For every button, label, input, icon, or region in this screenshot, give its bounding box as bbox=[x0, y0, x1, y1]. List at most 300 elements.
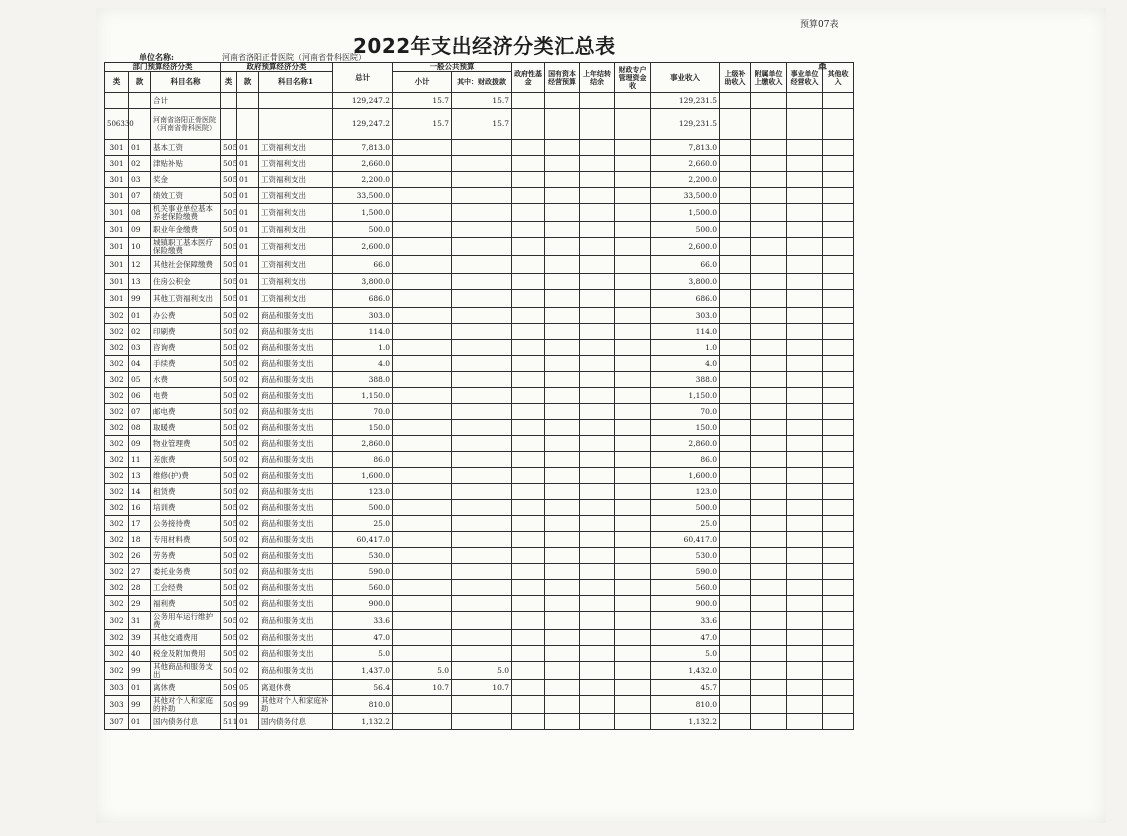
row-kuan: 13 bbox=[129, 468, 151, 484]
row-gov-kuan: 02 bbox=[237, 612, 259, 630]
row-special-account bbox=[615, 564, 651, 580]
row-business: 5.0 bbox=[651, 646, 720, 662]
table-row bbox=[105, 156, 854, 172]
row-carryover bbox=[580, 324, 615, 340]
row-operating bbox=[787, 516, 823, 532]
row-lei: 302 bbox=[105, 340, 129, 356]
row-lei: 302 bbox=[105, 596, 129, 612]
row-state-capital bbox=[545, 308, 580, 324]
row-affiliated bbox=[751, 204, 787, 222]
row-subtotal bbox=[393, 516, 452, 532]
row-gov-lei: 511 bbox=[221, 714, 237, 730]
row-special-account bbox=[615, 238, 651, 256]
row-name: 住房公积金 bbox=[151, 274, 221, 290]
row-upper-subsidy bbox=[720, 484, 751, 500]
row-affiliated bbox=[751, 290, 787, 308]
row-gov-name: 工资福利支出 bbox=[259, 222, 333, 238]
row-business: 1.0 bbox=[651, 340, 720, 356]
row-gov-lei: 505 bbox=[221, 548, 237, 564]
row-subtotal bbox=[393, 238, 452, 256]
row-name: 邮电费 bbox=[151, 404, 221, 420]
row-special-account bbox=[615, 140, 651, 156]
row-total: 1,150.0 bbox=[333, 388, 393, 404]
row-operating bbox=[787, 356, 823, 372]
row-name: 福利费 bbox=[151, 596, 221, 612]
row-gov-lei: 505 bbox=[221, 188, 237, 204]
row-upper-subsidy bbox=[720, 238, 751, 256]
row-special-account bbox=[615, 308, 651, 324]
row-upper-subsidy bbox=[720, 356, 751, 372]
row-total: 3,800.0 bbox=[333, 274, 393, 290]
row-affiliated bbox=[751, 516, 787, 532]
row-upper-subsidy bbox=[720, 222, 751, 238]
row-upper-subsidy bbox=[720, 372, 751, 388]
row-gov-kuan: 02 bbox=[237, 580, 259, 596]
row-gov-kuan: 01 bbox=[237, 222, 259, 238]
row-affiliated bbox=[751, 308, 787, 324]
row-kuan: 16 bbox=[129, 500, 151, 516]
row-gov-name: 商品和服务支出 bbox=[259, 340, 333, 356]
row-operating bbox=[787, 468, 823, 484]
row-gov-fund bbox=[512, 468, 545, 484]
row-carryover bbox=[580, 714, 615, 730]
row-total: 33.6 bbox=[333, 612, 393, 630]
row-subtotal bbox=[393, 372, 452, 388]
row-fiscal bbox=[452, 156, 512, 172]
row-lei: 302 bbox=[105, 484, 129, 500]
row-lei: 301 bbox=[105, 238, 129, 256]
row-operating bbox=[787, 388, 823, 404]
row-upper-subsidy bbox=[720, 714, 751, 730]
row-business: 2,660.0 bbox=[651, 156, 720, 172]
row-gov-lei: 505 bbox=[221, 532, 237, 548]
row-state-capital bbox=[545, 324, 580, 340]
row-gov-name: 工资福利支出 bbox=[259, 188, 333, 204]
row-gov-fund bbox=[512, 324, 545, 340]
row-state-capital bbox=[545, 696, 580, 714]
row-gov-lei: 505 bbox=[221, 564, 237, 580]
table-row bbox=[105, 404, 854, 420]
row-total: 60,417.0 bbox=[333, 532, 393, 548]
row-kuan: 03 bbox=[129, 172, 151, 188]
row-total: 1.0 bbox=[333, 340, 393, 356]
row-gov-lei: 505 bbox=[221, 420, 237, 436]
row-gov-lei: 505 bbox=[221, 516, 237, 532]
row-affiliated bbox=[751, 274, 787, 290]
row-gov-kuan: 01 bbox=[237, 156, 259, 172]
row-gov-lei: 509 bbox=[221, 696, 237, 714]
row-other bbox=[823, 500, 854, 516]
row-state-capital bbox=[545, 140, 580, 156]
row-kuan: 27 bbox=[129, 564, 151, 580]
row-affiliated bbox=[751, 548, 787, 564]
row-gov-kuan: 02 bbox=[237, 452, 259, 468]
row-name: 电费 bbox=[151, 388, 221, 404]
row-gov-kuan: 02 bbox=[237, 404, 259, 420]
row-gov-fund bbox=[512, 646, 545, 662]
row-gov-fund bbox=[512, 290, 545, 308]
row-business: 123.0 bbox=[651, 484, 720, 500]
row-gov-kuan: 01 bbox=[237, 714, 259, 730]
row-special-account bbox=[615, 372, 651, 388]
table-row bbox=[105, 308, 854, 324]
row-subtotal bbox=[393, 156, 452, 172]
row-lei: 301 bbox=[105, 140, 129, 156]
row-affiliated bbox=[751, 696, 787, 714]
row-gov-lei: 505 bbox=[221, 290, 237, 308]
row-gov-name: 商品和服务支出 bbox=[259, 516, 333, 532]
unit-row-fiscal: 15.7 bbox=[452, 109, 512, 140]
row-operating bbox=[787, 222, 823, 238]
row-subtotal bbox=[393, 324, 452, 340]
row-business: 810.0 bbox=[651, 696, 720, 714]
row-kuan: 29 bbox=[129, 596, 151, 612]
row-state-capital bbox=[545, 188, 580, 204]
row-lei: 302 bbox=[105, 324, 129, 340]
total-row-fiscal: 15.7 bbox=[452, 93, 512, 109]
row-business: 1,132.2 bbox=[651, 714, 720, 730]
row-other bbox=[823, 256, 854, 274]
row-operating bbox=[787, 238, 823, 256]
row-subtotal bbox=[393, 290, 452, 308]
row-gov-fund bbox=[512, 548, 545, 564]
row-total: 686.0 bbox=[333, 290, 393, 308]
row-gov-kuan: 02 bbox=[237, 500, 259, 516]
row-other bbox=[823, 646, 854, 662]
row-gov-fund bbox=[512, 596, 545, 612]
row-state-capital bbox=[545, 436, 580, 452]
row-total: 560.0 bbox=[333, 580, 393, 596]
row-special-account bbox=[615, 452, 651, 468]
row-lei: 301 bbox=[105, 222, 129, 238]
row-gov-name: 商品和服务支出 bbox=[259, 436, 333, 452]
row-gov-fund bbox=[512, 340, 545, 356]
table-row bbox=[105, 452, 854, 468]
row-kuan: 08 bbox=[129, 420, 151, 436]
state-capital-header: 国有资本经营预算 bbox=[545, 63, 580, 93]
row-gov-kuan: 05 bbox=[237, 680, 259, 696]
row-gov-name: 商品和服务支出 bbox=[259, 420, 333, 436]
row-other bbox=[823, 662, 854, 680]
row-special-account bbox=[615, 188, 651, 204]
row-carryover bbox=[580, 188, 615, 204]
gov-kemu-header: 科目名称1 bbox=[259, 72, 333, 93]
row-business: 1,500.0 bbox=[651, 204, 720, 222]
row-operating bbox=[787, 290, 823, 308]
row-fiscal bbox=[452, 388, 512, 404]
row-carryover bbox=[580, 256, 615, 274]
row-other bbox=[823, 564, 854, 580]
table-row bbox=[105, 500, 854, 516]
row-lei: 302 bbox=[105, 308, 129, 324]
form-code: 预算07表 bbox=[800, 20, 839, 30]
row-gov-lei: 505 bbox=[221, 324, 237, 340]
row-kuan: 08 bbox=[129, 204, 151, 222]
row-kuan: 07 bbox=[129, 188, 151, 204]
row-gov-lei: 505 bbox=[221, 140, 237, 156]
row-affiliated bbox=[751, 612, 787, 630]
row-state-capital bbox=[545, 612, 580, 630]
row-other bbox=[823, 612, 854, 630]
row-fiscal bbox=[452, 340, 512, 356]
row-subtotal bbox=[393, 222, 452, 238]
row-total: 7,813.0 bbox=[333, 140, 393, 156]
table-row bbox=[105, 646, 854, 662]
row-business: 1,432.0 bbox=[651, 662, 720, 680]
row-state-capital bbox=[545, 500, 580, 516]
row-gov-fund bbox=[512, 156, 545, 172]
row-kuan: 06 bbox=[129, 388, 151, 404]
table-row bbox=[105, 204, 854, 222]
row-lei: 302 bbox=[105, 420, 129, 436]
table-row bbox=[105, 612, 854, 630]
row-gov-fund bbox=[512, 662, 545, 680]
row-upper-subsidy bbox=[720, 516, 751, 532]
row-gov-fund bbox=[512, 484, 545, 500]
row-name: 差旅费 bbox=[151, 452, 221, 468]
row-name: 专用材料费 bbox=[151, 532, 221, 548]
row-state-capital bbox=[545, 420, 580, 436]
row-gov-fund bbox=[512, 436, 545, 452]
row-gov-name: 商品和服务支出 bbox=[259, 532, 333, 548]
row-kuan: 13 bbox=[129, 274, 151, 290]
row-fiscal bbox=[452, 290, 512, 308]
row-upper-subsidy bbox=[720, 696, 751, 714]
row-lei: 302 bbox=[105, 372, 129, 388]
row-state-capital bbox=[545, 222, 580, 238]
row-carryover bbox=[580, 388, 615, 404]
row-operating bbox=[787, 696, 823, 714]
row-gov-lei: 505 bbox=[221, 436, 237, 452]
row-operating bbox=[787, 612, 823, 630]
row-name: 公务接待费 bbox=[151, 516, 221, 532]
row-fiscal bbox=[452, 500, 512, 516]
table-row bbox=[105, 468, 854, 484]
row-subtotal bbox=[393, 468, 452, 484]
row-fiscal bbox=[452, 646, 512, 662]
row-lei: 302 bbox=[105, 532, 129, 548]
row-business: 3,800.0 bbox=[651, 274, 720, 290]
row-lei: 302 bbox=[105, 500, 129, 516]
row-kuan: 31 bbox=[129, 612, 151, 630]
row-state-capital bbox=[545, 646, 580, 662]
row-gov-fund bbox=[512, 564, 545, 580]
row-other bbox=[823, 404, 854, 420]
table-row bbox=[105, 340, 854, 356]
row-gov-name: 商品和服务支出 bbox=[259, 548, 333, 564]
gov-fund-header: 政府性基金 bbox=[512, 63, 545, 93]
row-business: 86.0 bbox=[651, 452, 720, 468]
row-business: 66.0 bbox=[651, 256, 720, 274]
row-special-account bbox=[615, 580, 651, 596]
table-row bbox=[105, 222, 854, 238]
row-fiscal bbox=[452, 484, 512, 500]
row-business: 1,600.0 bbox=[651, 468, 720, 484]
row-total: 303.0 bbox=[333, 308, 393, 324]
row-name: 劳务费 bbox=[151, 548, 221, 564]
row-total: 86.0 bbox=[333, 452, 393, 468]
row-lei: 302 bbox=[105, 580, 129, 596]
row-subtotal bbox=[393, 188, 452, 204]
row-upper-subsidy bbox=[720, 612, 751, 630]
row-gov-lei: 505 bbox=[221, 404, 237, 420]
row-other bbox=[823, 388, 854, 404]
row-state-capital bbox=[545, 256, 580, 274]
row-upper-subsidy bbox=[720, 420, 751, 436]
row-name: 其他社会保障缴费 bbox=[151, 256, 221, 274]
unit-label: 单位名称: bbox=[139, 52, 174, 62]
row-special-account bbox=[615, 172, 651, 188]
row-fiscal bbox=[452, 222, 512, 238]
row-affiliated bbox=[751, 680, 787, 696]
row-kuan: 04 bbox=[129, 356, 151, 372]
row-name: 城镇职工基本医疗保险缴费 bbox=[151, 238, 221, 256]
row-kuan: 07 bbox=[129, 404, 151, 420]
row-other bbox=[823, 548, 854, 564]
fiscal-header: 其中：财政拨款 bbox=[452, 72, 512, 93]
row-gov-name: 商品和服务支出 bbox=[259, 612, 333, 630]
row-upper-subsidy bbox=[720, 274, 751, 290]
row-other bbox=[823, 680, 854, 696]
row-other bbox=[823, 290, 854, 308]
row-state-capital bbox=[545, 532, 580, 548]
row-subtotal bbox=[393, 172, 452, 188]
row-fiscal bbox=[452, 630, 512, 646]
row-name: 印刷费 bbox=[151, 324, 221, 340]
row-lei: 302 bbox=[105, 516, 129, 532]
total-row-total: 129,247.2 bbox=[333, 93, 393, 109]
total-row-subtotal: 15.7 bbox=[393, 93, 452, 109]
row-operating bbox=[787, 204, 823, 222]
row-gov-fund bbox=[512, 222, 545, 238]
row-lei: 301 bbox=[105, 188, 129, 204]
row-total: 1,500.0 bbox=[333, 204, 393, 222]
row-carryover bbox=[580, 680, 615, 696]
unit-value: 河南省洛阳正骨医院（河南省骨科医院） bbox=[222, 53, 366, 62]
row-upper-subsidy bbox=[720, 500, 751, 516]
row-total: 1,132.2 bbox=[333, 714, 393, 730]
row-gov-name: 国内债务付息 bbox=[259, 714, 333, 730]
row-gov-name: 商品和服务支出 bbox=[259, 596, 333, 612]
row-subtotal bbox=[393, 500, 452, 516]
table-row bbox=[105, 420, 854, 436]
row-subtotal bbox=[393, 452, 452, 468]
row-business: 2,860.0 bbox=[651, 436, 720, 452]
row-carryover bbox=[580, 612, 615, 630]
gov-group-header: 政府预算经济分类 bbox=[221, 63, 333, 72]
row-kuan: 10 bbox=[129, 238, 151, 256]
table-row bbox=[105, 188, 854, 204]
row-special-account bbox=[615, 516, 651, 532]
row-other bbox=[823, 372, 854, 388]
row-gov-kuan: 01 bbox=[237, 274, 259, 290]
row-name: 其他对个人和家庭的补助 bbox=[151, 696, 221, 714]
table-row bbox=[105, 356, 854, 372]
row-lei: 302 bbox=[105, 388, 129, 404]
row-gov-fund bbox=[512, 714, 545, 730]
row-affiliated bbox=[751, 172, 787, 188]
row-upper-subsidy bbox=[720, 452, 751, 468]
special-account-header: 财政专户管理资金收 bbox=[615, 63, 651, 93]
row-business: 45.7 bbox=[651, 680, 720, 696]
row-gov-name: 工资福利支出 bbox=[259, 238, 333, 256]
row-carryover bbox=[580, 290, 615, 308]
table-row bbox=[105, 564, 854, 580]
row-gov-kuan: 02 bbox=[237, 646, 259, 662]
row-operating bbox=[787, 372, 823, 388]
row-special-account bbox=[615, 646, 651, 662]
row-special-account bbox=[615, 256, 651, 274]
row-kuan: 99 bbox=[129, 290, 151, 308]
row-total: 900.0 bbox=[333, 596, 393, 612]
row-fiscal bbox=[452, 468, 512, 484]
row-subtotal bbox=[393, 308, 452, 324]
table-row bbox=[105, 532, 854, 548]
row-name: 工会经费 bbox=[151, 580, 221, 596]
row-gov-kuan: 02 bbox=[237, 662, 259, 680]
row-affiliated bbox=[751, 714, 787, 730]
gov-kuan-header: 款 bbox=[237, 72, 259, 93]
row-fiscal bbox=[452, 256, 512, 274]
row-other bbox=[823, 452, 854, 468]
row-carryover bbox=[580, 140, 615, 156]
row-lei: 302 bbox=[105, 630, 129, 646]
row-state-capital bbox=[545, 468, 580, 484]
row-carryover bbox=[580, 630, 615, 646]
row-state-capital bbox=[545, 274, 580, 290]
row-other bbox=[823, 308, 854, 324]
table-row bbox=[105, 548, 854, 564]
row-business: 2,600.0 bbox=[651, 238, 720, 256]
subtotal-header: 小计 bbox=[393, 72, 452, 93]
row-upper-subsidy bbox=[720, 290, 751, 308]
row-name: 税金及附加费用 bbox=[151, 646, 221, 662]
row-other bbox=[823, 532, 854, 548]
row-other bbox=[823, 204, 854, 222]
row-gov-lei: 505 bbox=[221, 372, 237, 388]
row-name: 手续费 bbox=[151, 356, 221, 372]
row-gov-name: 其他对个人和家庭补助 bbox=[259, 696, 333, 714]
row-business: 900.0 bbox=[651, 596, 720, 612]
row-gov-kuan: 02 bbox=[237, 324, 259, 340]
row-fiscal bbox=[452, 356, 512, 372]
row-operating bbox=[787, 404, 823, 420]
row-gov-name: 商品和服务支出 bbox=[259, 564, 333, 580]
unit-row-code: 506330 bbox=[105, 109, 129, 140]
table-row bbox=[105, 388, 854, 404]
row-lei: 301 bbox=[105, 290, 129, 308]
row-special-account bbox=[615, 696, 651, 714]
row-total: 150.0 bbox=[333, 420, 393, 436]
row-other bbox=[823, 172, 854, 188]
row-subtotal bbox=[393, 256, 452, 274]
row-affiliated bbox=[751, 596, 787, 612]
row-carryover bbox=[580, 696, 615, 714]
row-gov-fund bbox=[512, 630, 545, 646]
row-total: 2,600.0 bbox=[333, 238, 393, 256]
row-upper-subsidy bbox=[720, 580, 751, 596]
row-carryover bbox=[580, 484, 615, 500]
row-upper-subsidy bbox=[720, 140, 751, 156]
row-business: 7,813.0 bbox=[651, 140, 720, 156]
row-gov-lei: 505 bbox=[221, 646, 237, 662]
row-subtotal bbox=[393, 436, 452, 452]
row-gov-kuan: 02 bbox=[237, 308, 259, 324]
row-affiliated bbox=[751, 662, 787, 680]
row-business: 150.0 bbox=[651, 420, 720, 436]
row-special-account bbox=[615, 404, 651, 420]
row-fiscal bbox=[452, 696, 512, 714]
